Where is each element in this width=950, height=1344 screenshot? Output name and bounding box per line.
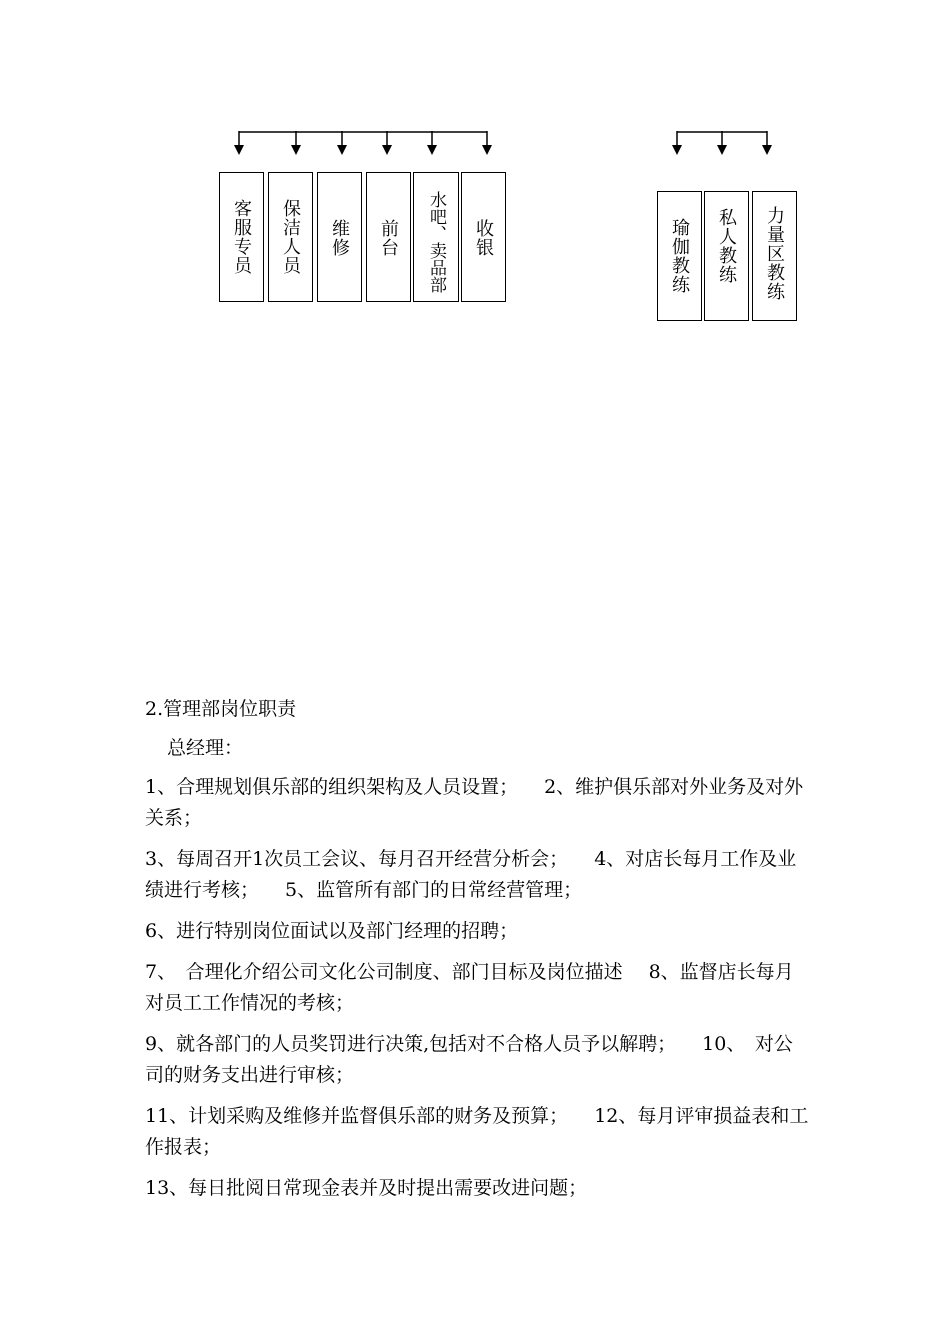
duty-paragraph xyxy=(145,1029,810,1091)
org-box-bar-retail xyxy=(413,172,459,302)
document-body xyxy=(145,694,810,1214)
duty-paragraph xyxy=(145,916,810,947)
duty-text: 7、 合理化介绍公司文化公司制度、部门目标及岗位描述 xyxy=(145,961,623,983)
duty-text: 8、监督店长每月对员工工作情况的考核； xyxy=(145,961,794,1014)
duty-text: 11、计划采购及维修并监督俱乐部的财务及预算； xyxy=(145,1105,569,1127)
duty-text: 3、每周召开1次员工会议、每月召开经营分析会； xyxy=(145,848,569,870)
org-box-strength-coach xyxy=(752,191,797,321)
duty-paragraph xyxy=(145,1101,810,1163)
org-box-label: 客服专员 xyxy=(231,199,252,275)
duty-paragraph xyxy=(145,772,810,834)
org-box-label: 水吧、卖品部 xyxy=(426,191,446,293)
section-heading: 2.管理部岗位职责 xyxy=(145,698,297,720)
duty-text: 13、每日批阅日常现金表并及时提出需要改进问题； xyxy=(145,1177,588,1199)
org-box-label: 保洁人员 xyxy=(280,199,301,275)
org-box-label: 维修 xyxy=(329,219,350,257)
org-box-maintenance xyxy=(317,172,362,302)
org-box-label: 瑜伽教练 xyxy=(669,218,690,294)
duty-text: 10、 对公司的财务支出进行审核； xyxy=(145,1033,793,1086)
duty-text: 9、就各部门的人员奖罚进行决策,包括对不合格人员予以解聘； xyxy=(145,1033,677,1055)
org-box-cleaning-staff xyxy=(268,172,313,302)
duty-paragraph xyxy=(145,957,810,1019)
duty-text: 1、合理规划俱乐部的组织架构及人员设置； xyxy=(145,776,519,798)
org-box-customer-service xyxy=(219,172,264,302)
org-chart xyxy=(0,0,950,340)
org-box-label: 收银 xyxy=(473,219,494,257)
org-box-front-desk xyxy=(366,172,411,302)
duty-text: 5、监管所有部门的日常经营管理； xyxy=(285,879,583,901)
role-title: 总经理： xyxy=(167,737,244,759)
duty-paragraph xyxy=(145,844,810,906)
org-box-yoga-coach xyxy=(657,191,702,321)
org-box-label: 力量区教练 xyxy=(764,206,785,301)
duty-paragraph xyxy=(145,1173,810,1204)
duty-text: 2、维护俱乐部对外业务及对外关系； xyxy=(145,776,804,829)
org-box-cashier xyxy=(461,172,506,302)
duty-text: 4、对店长每月工作及业绩进行考核； xyxy=(145,848,797,901)
org-box-personal-trainer xyxy=(704,191,749,321)
duty-text: 6、进行特别岗位面试以及部门经理的招聘； xyxy=(145,920,519,942)
org-box-label: 私人教练 xyxy=(716,208,737,284)
duty-text: 12、每月评审损益表和工作报表； xyxy=(145,1105,809,1158)
org-box-label: 前台 xyxy=(378,219,399,257)
